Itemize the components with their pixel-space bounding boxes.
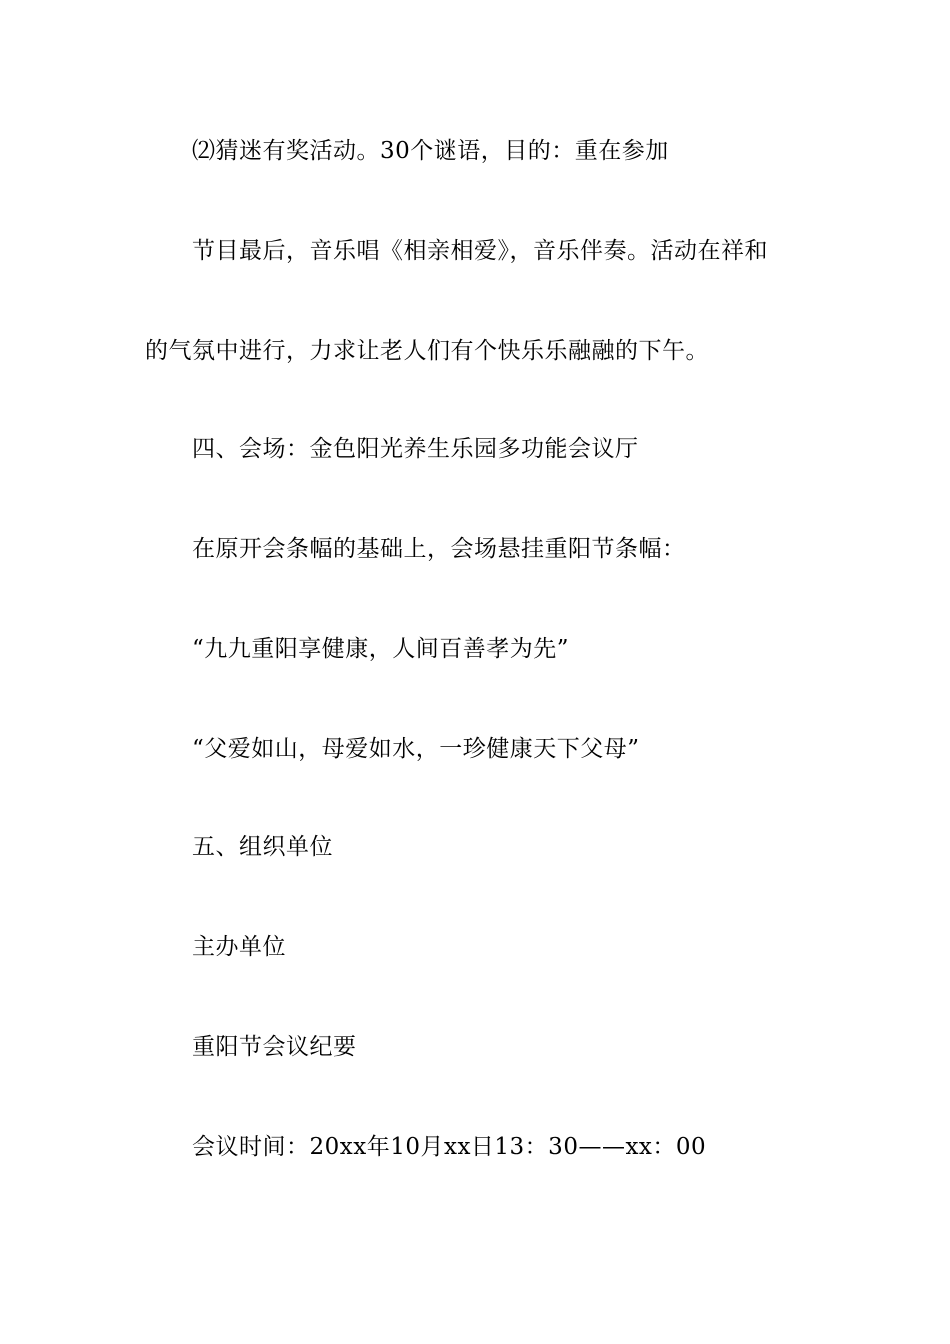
paragraph-finale-line-1: 节目最后，音乐唱《相亲相爱》，音乐伴奏。活动在祥和 bbox=[192, 238, 768, 264]
title-meeting-minutes: 重阳节会议纪要 bbox=[192, 1034, 357, 1060]
paragraph-finale-line-2: 的气氛中进行，力求让老人们有个快乐乐融融的下午。 bbox=[145, 338, 709, 364]
section-heading-organizers: 五、组织单位 bbox=[192, 834, 333, 860]
paragraph-banner-intro: 在原开会条幅的基础上，会场悬挂重阳节条幅： bbox=[192, 536, 686, 562]
banner-slogan-1: “九九重阳享健康，人间百善孝为先” bbox=[192, 636, 570, 662]
banner-slogan-2: “父爱如山，母爱如水，一珍健康天下父母” bbox=[192, 736, 640, 762]
section-heading-venue: 四、会场：金色阳光养生乐园多功能会议厅 bbox=[192, 436, 639, 462]
label-host-unit: 主办单位 bbox=[192, 934, 286, 960]
meeting-time: 会议时间：20xx年10月xx日13：30——xx：00 bbox=[192, 1134, 707, 1160]
paragraph-riddle-activity: ⑵猜迷有奖活动。30个谜语，目的：重在参加 bbox=[192, 138, 669, 164]
